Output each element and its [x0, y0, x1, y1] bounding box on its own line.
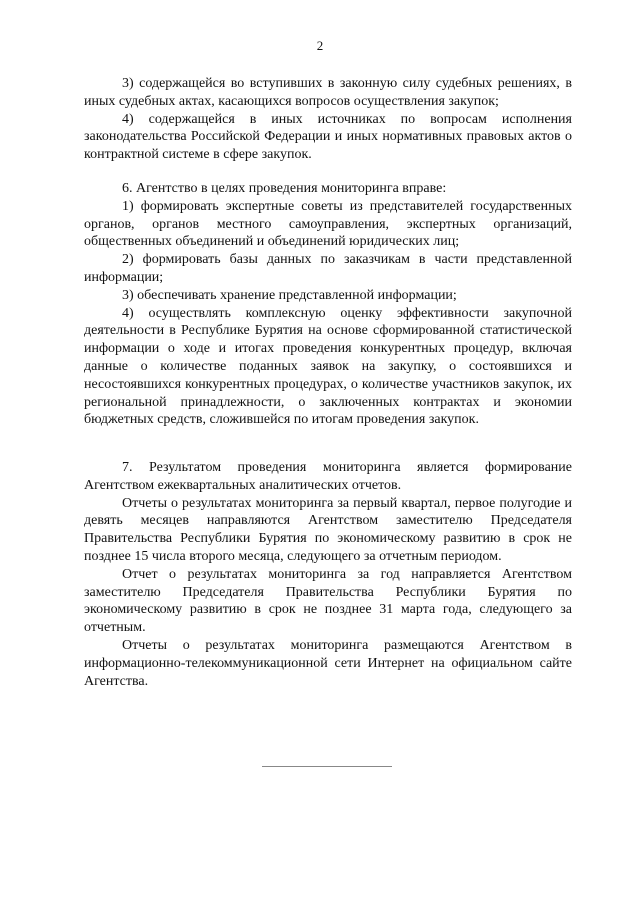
end-of-document-rule: [262, 766, 392, 767]
section-item-6: [84, 180, 572, 429]
section-heading-6: 6. Агентство в целях проведения мониторинга вправе:: [122, 181, 447, 196]
section-items-3-4: [84, 75, 572, 164]
paragraph: 4) осуществлять комплексную оценку эффективности закупочной деятельности в Республике Бурятия на основе сформированной статистической информации о ходе и итогах проведения конкурентных процедур, включая данные о количестве поданных заявок на закупку, о состоявшихся и несостоявшихся конкурентных процедурах, о количестве участников закупок, их региональной принадлежности, о заключенных контрактах и экономии бюджетных средств, сложившейся по итогам проведения закупок.: [84, 305, 572, 428]
page-number: 2: [316, 38, 324, 53]
paragraph: 1) формировать экспертные советы из представителей государственных органов, органов местного самоуправления, экспертных организаций, общественных объединений и объединений юридических лиц;: [84, 198, 572, 250]
paragraph: Отчеты о результатах мониторинга за первый квартал, первое полугодие и девять месяцев направляются Агентством заместителю Председателя Правительства Республики Бурятия по экономическому развитию в срок не позднее 15 числа второго месяца, следующего за отчетным периодом.: [84, 495, 572, 564]
paragraph: Отчеты о результатах мониторинга размещаются Агентством в информационно-телекоммуникационной сети Интернет на официальном сайте Агентства.: [84, 637, 572, 689]
paragraph: 3) обеспечивать хранение представленной информации;: [122, 287, 457, 303]
paragraph: 3) содержащейся во вступивших в законную силу судебных решениях, в иных судебных актах, касающихся вопросов осуществления закупок;: [84, 76, 572, 109]
paragraph: Отчет о результатах мониторинга за год направляется Агентством заместителю Председателя Правительства Республики Бурятия по экономическому развитию в срок не позднее 31 марта года, следующего за отчетным.: [84, 566, 572, 636]
paragraph: 4) содержащейся в иных источниках по вопросам исполнения законодательства Российской Федерации и иных нормативных правовых актов о контрактной системе в сфере закупок.: [84, 111, 572, 163]
paragraph: 2) формировать базы данных по заказчикам в части представленной информации;: [84, 252, 572, 285]
section-item-7: [84, 459, 572, 690]
section-heading-7: 7. Результатом проведения мониторинга является формирование Агентством ежеквартальных аналитических отчетов.: [84, 460, 572, 493]
